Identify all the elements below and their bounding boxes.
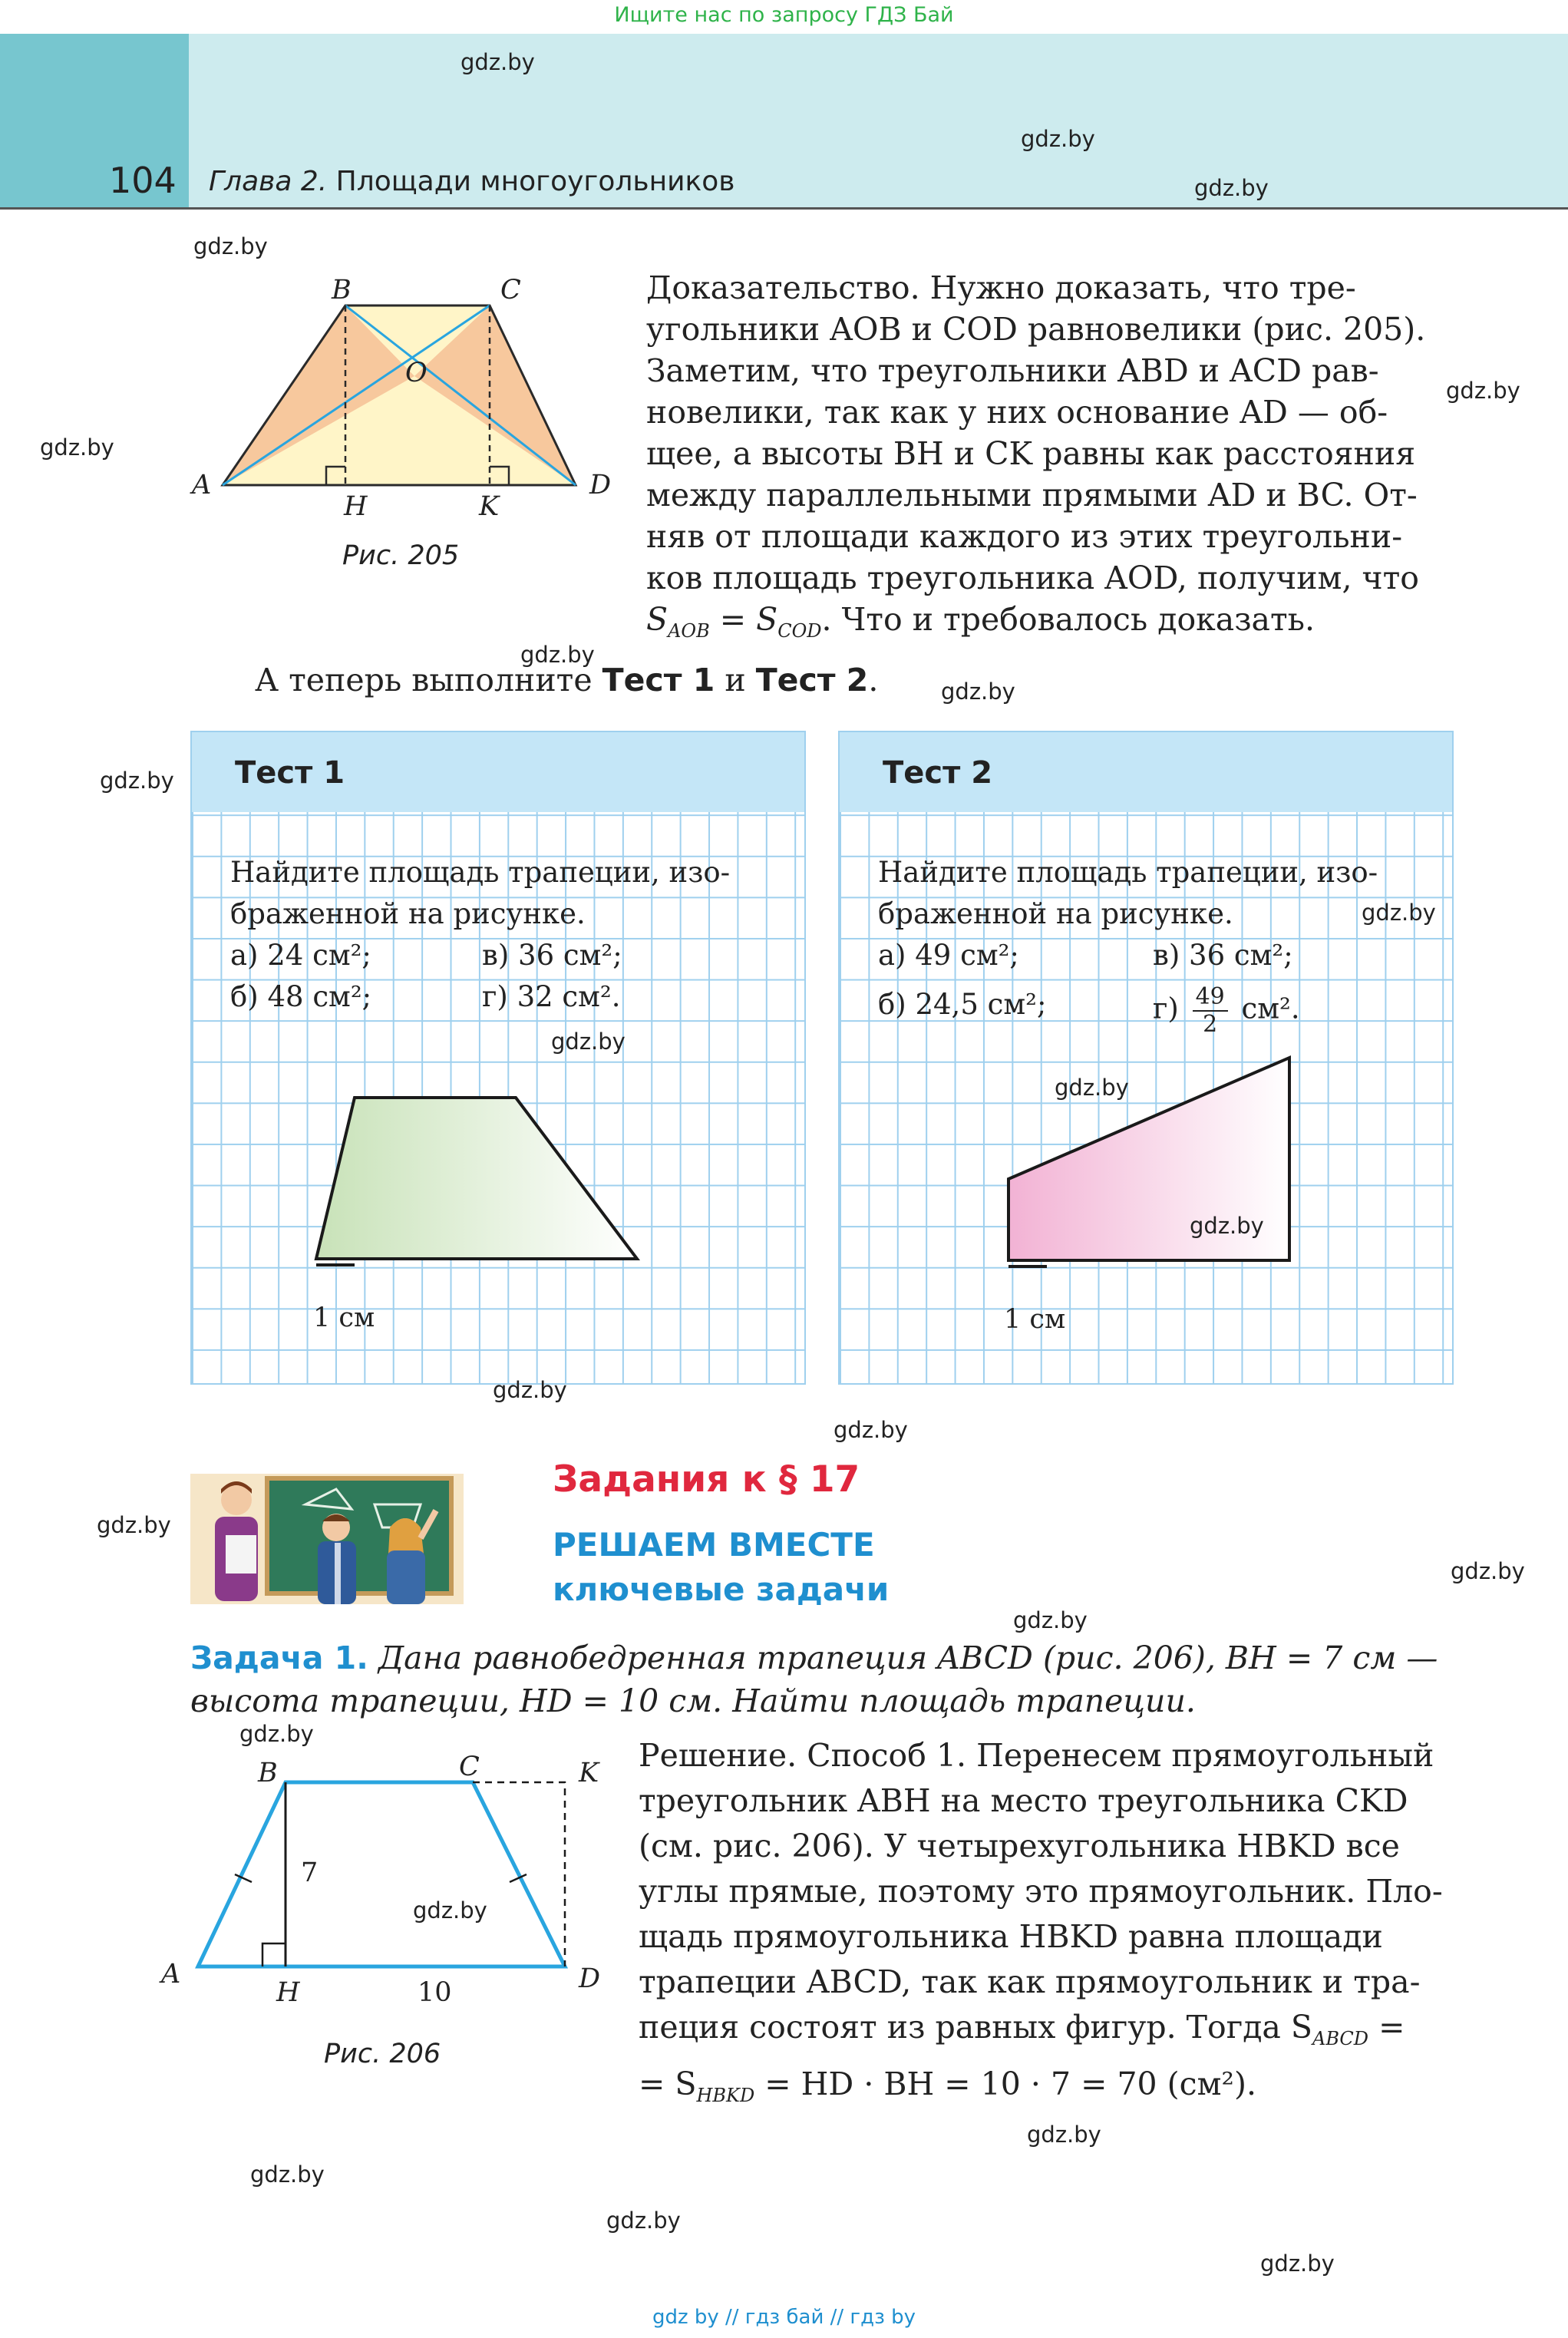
test1-option-g: г) 32 см². <box>482 980 621 1013</box>
test2-option-g <box>1153 984 1300 1038</box>
tasks-subtitle-1: РЕШАЕМ ВМЕСТЕ <box>553 1526 875 1564</box>
test1-question-line2: браженной на рисунке. <box>230 897 586 930</box>
s-hbkd-symbol: = S <box>639 2066 697 2103</box>
watermark: gdz.by <box>1013 1607 1088 1633</box>
watermark: gdz.by <box>606 2208 681 2234</box>
task1-line-2 <box>190 1679 1452 1722</box>
fig205-label-o: O <box>405 358 427 388</box>
tests-intro-test2: Тест 2 <box>755 662 869 698</box>
proof-line-7: няв от площади каждого из этих треугольни- <box>646 518 1403 555</box>
task1-statement <box>190 1636 1452 1722</box>
solution-line-1: Решение. Способ 1. Перенесем прямоугольный <box>639 1737 1434 1774</box>
proof-line-5: щее, а высоты BH и CK равны как расстояния <box>646 435 1416 472</box>
tests-intro-test1: Тест 1 <box>602 662 715 698</box>
tests-intro-text: А теперь выполните <box>255 662 602 698</box>
test2-g-prefix: г) <box>1153 992 1179 1025</box>
test1-title: Тест 1 <box>235 755 345 791</box>
test1-scale: 1 см <box>313 1303 375 1333</box>
s-aob-sub: AOB <box>668 620 710 642</box>
test2-g-num: 49 <box>1193 984 1228 1012</box>
test2-option-v: в) 36 см²; <box>1153 939 1293 972</box>
test1-option-a: а) 24 см²; <box>230 939 371 972</box>
figure-205-drawing <box>192 276 622 537</box>
tasks-title: Задания к § 17 <box>553 1458 860 1501</box>
solution-line-7 <box>639 2005 1452 2062</box>
s-aob-symbol: S <box>646 601 668 638</box>
solution-line-3: (см. рис. 206). У четырехугольника HBKD все <box>639 1828 1400 1864</box>
test2-scale: 1 см <box>1004 1304 1066 1335</box>
watermark: gdz.by <box>1021 126 1095 152</box>
fig206-label-c: C <box>459 1752 480 1782</box>
watermark: gdz.by <box>520 642 595 668</box>
watermark: gdz.by <box>1260 2250 1335 2277</box>
proof-line-6: между параллельными прямыми AD и BC. От- <box>646 477 1418 514</box>
watermark: gdz.by <box>551 1029 626 1055</box>
task1-line-1 <box>190 1636 1452 1679</box>
fig205-label-b: B <box>332 275 352 305</box>
watermark: gdz.by <box>834 1417 908 1443</box>
task1-text-2: высота трапеции, HD = 10 см. Найти площадь трапеции. <box>190 1683 1196 1719</box>
proof-line-9 <box>646 599 1452 652</box>
fig205-label-c: C <box>500 275 521 305</box>
test2-option-a: а) 49 см²; <box>878 939 1019 972</box>
s-cod-symbol: S <box>756 601 778 638</box>
header-divider <box>0 207 1568 210</box>
figure-206-caption: Рис. 206 <box>324 2039 441 2069</box>
s-hbkd-sub: HBKD <box>696 2085 755 2107</box>
tasks-subtitle-2: ключевые задачи <box>553 1570 890 1608</box>
s-abcd-sub: ABCD <box>1312 2028 1369 2050</box>
test2-title: Тест 2 <box>883 755 993 791</box>
fig206-label-d: D <box>579 1963 601 1994</box>
test1-question <box>230 852 767 935</box>
solution-eq-tail: = <box>1368 2009 1405 2046</box>
proof-line-8: ков площадь треугольника AOD, получим, что <box>646 560 1419 596</box>
task1-label: Задача 1. <box>190 1640 368 1676</box>
test2-option-b: б) 24,5 см²; <box>878 988 1047 1021</box>
test1-option-b: б) 48 см²; <box>230 980 372 1013</box>
solution-line-8 <box>639 2062 1452 2118</box>
watermark: gdz.by <box>250 2161 325 2188</box>
proof-line-2: угольники AOB и COD равновелики (рис. 205). <box>646 311 1426 348</box>
test2-question-line2: браженной на рисунке. <box>878 897 1233 930</box>
tests-intro-end: . <box>868 662 879 698</box>
tests-intro-and: и <box>715 662 756 698</box>
figure-206 <box>190 1750 620 1988</box>
students-at-board-illustration <box>190 1474 464 1604</box>
watermark: gdz.by <box>239 1721 314 1747</box>
search-note: Ищите нас по запросу ГДЗ Бай <box>614 3 954 27</box>
watermark: gdz.by <box>493 1377 567 1403</box>
watermark: gdz.by <box>1451 1558 1525 1584</box>
solution-line-6: трапеции ABCD, так как прямоугольник и тра- <box>639 1963 1421 2000</box>
chapter-prefix: Глава 2. <box>209 166 328 197</box>
watermark: gdz.by <box>460 49 535 75</box>
watermark: gdz.by <box>1194 175 1269 201</box>
solution-line-2: треугольник ABH на место треугольника CKD <box>639 1782 1408 1819</box>
watermark: gdz.by <box>193 233 268 259</box>
fig206-label-a: A <box>161 1959 181 1990</box>
fig205-label-k: K <box>479 491 500 522</box>
test2-question-line1: Найдите площадь трапеции, изо- <box>878 856 1378 889</box>
fig206-label-b: B <box>258 1758 278 1788</box>
footer-links: gdz by // гдз бай // гдз by <box>652 2306 916 2329</box>
watermark: gdz.by <box>413 1897 487 1924</box>
fig205-label-h: H <box>344 491 368 522</box>
page-number: 104 <box>109 160 177 201</box>
fig206-label-k: K <box>579 1758 599 1788</box>
watermark: gdz.by <box>40 434 114 461</box>
test2-g-den: 2 <box>1203 1011 1218 1038</box>
s-cod-sub: COD <box>777 620 822 642</box>
fig205-label-d: D <box>589 470 612 500</box>
test2-g-unit: см². <box>1241 992 1300 1025</box>
solution-paragraph <box>639 1733 1452 2118</box>
test1-question-line1: Найдите площадь трапеции, изо- <box>230 856 731 889</box>
solution-line-7-text: пеция состоят из равных фигур. Тогда S <box>639 2009 1312 2046</box>
watermark: gdz.by <box>1362 900 1436 926</box>
solution-line-5: щадь прямоугольника HBKD равна площади <box>639 1918 1383 1955</box>
proof-paragraph <box>646 267 1452 652</box>
proof-end: . Что и требовалось доказать. <box>821 601 1315 638</box>
watermark: gdz.by <box>941 679 1015 705</box>
watermark: gdz.by <box>1446 378 1520 404</box>
fig205-label-a: A <box>192 470 212 500</box>
solution-line-4: углы прямые, поэтому это прямоугольник. Пло- <box>639 1873 1443 1910</box>
test1-trapezoid <box>307 1090 652 1266</box>
watermark: gdz.by <box>100 768 174 794</box>
task1-text-1: Дана равнобедренная трапеция ABCD (рис. 206), BH = 7 см — <box>368 1640 1438 1676</box>
watermark: gdz.by <box>1190 1213 1264 1239</box>
test1-option-v: в) 36 см²; <box>482 939 622 972</box>
chapter-title <box>209 166 735 197</box>
fig206-label-h: H <box>276 1977 300 2008</box>
proof-line-1: Доказательство. Нужно доказать, что тре- <box>646 269 1356 306</box>
test2-trapezoid <box>998 1044 1305 1274</box>
solution-result: = HD · BH = 10 · 7 = 70 (см²). <box>754 2066 1256 2103</box>
test2-g-fraction <box>1193 984 1228 1038</box>
watermark: gdz.by <box>1055 1075 1129 1101</box>
test2-question <box>878 852 1415 935</box>
watermark: gdz.by <box>1027 2122 1101 2148</box>
proof-line-3: Заметим, что треугольники ABD и ACD рав- <box>646 352 1379 389</box>
fig206-label-height: 7 <box>301 1858 319 1888</box>
watermark: gdz.by <box>97 1512 171 1538</box>
proof-line-4: новелики, так как у них основание AD — об- <box>646 394 1388 431</box>
chapter-name: Площади многоугольников <box>335 166 735 197</box>
proof-eq: = <box>709 601 757 638</box>
figure-205-caption: Рис. 205 <box>342 540 460 571</box>
fig206-label-hd: 10 <box>418 1977 452 2008</box>
test1-box <box>190 731 806 1385</box>
